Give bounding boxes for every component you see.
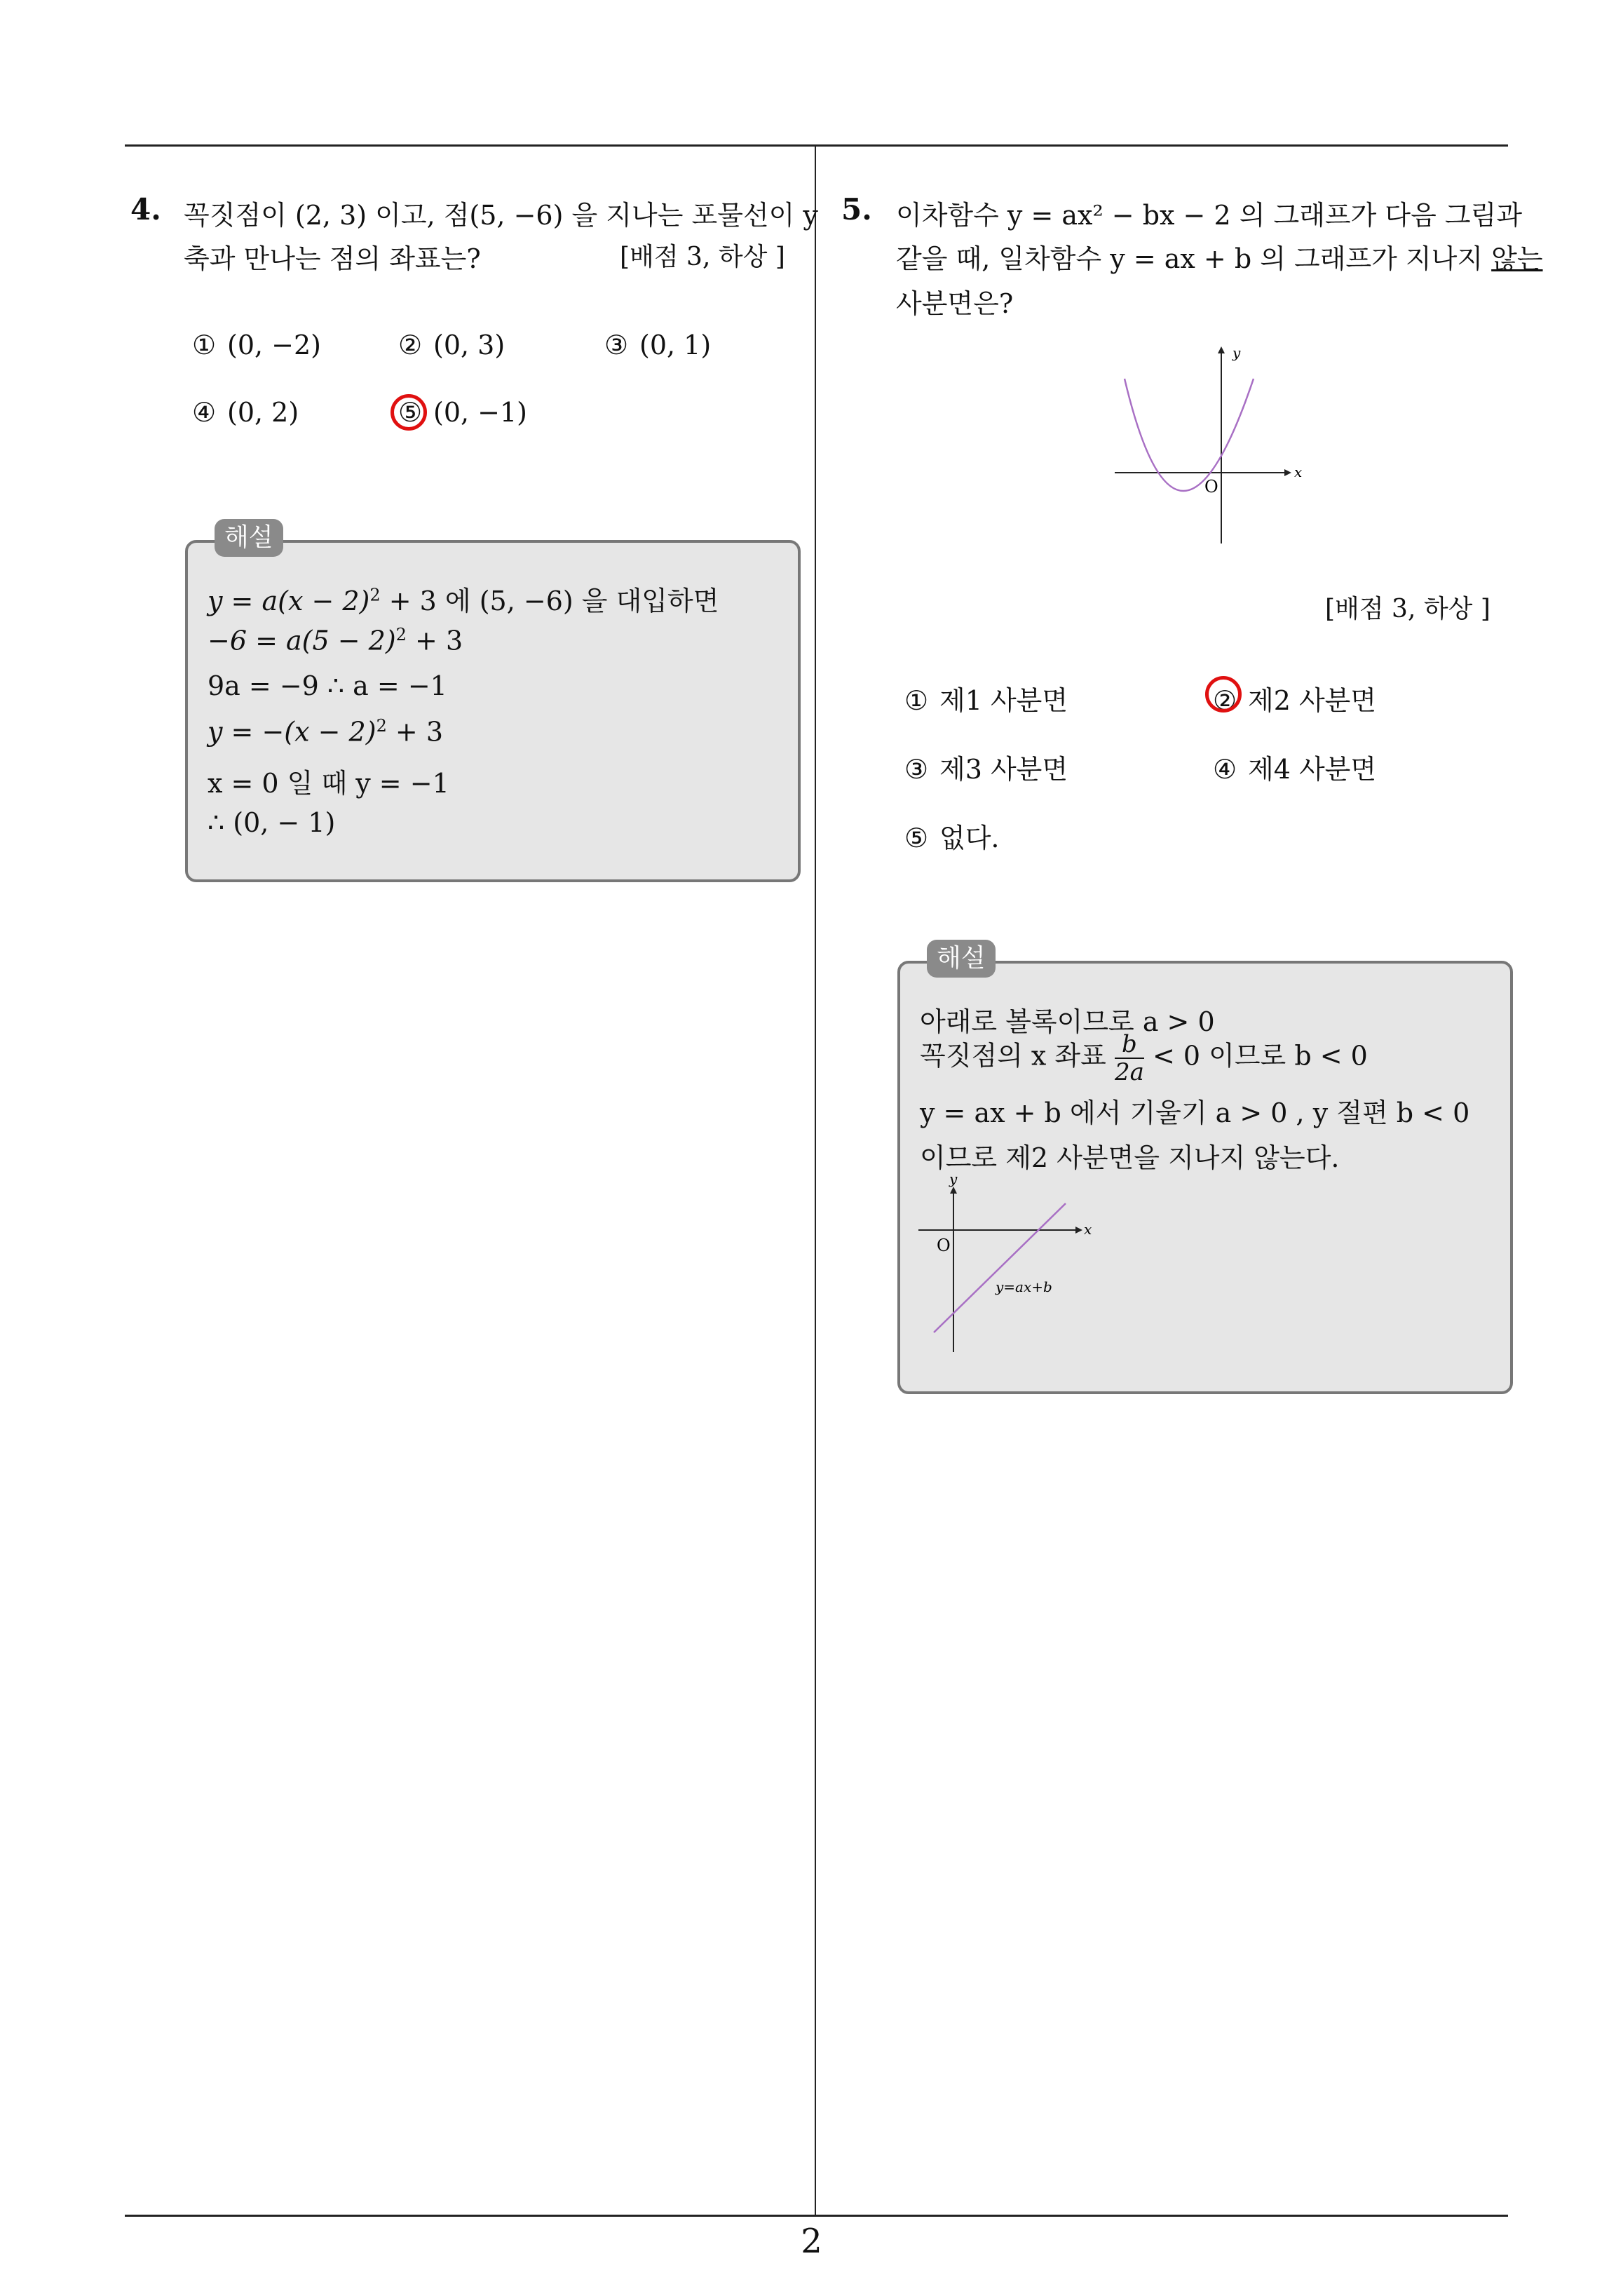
q5-choice-5[interactable]: [904, 816, 1000, 855]
q4-solution-line: $y = -(x - 2)^2 + 3$: [208, 716, 444, 748]
q5-choice-1[interactable]: [904, 679, 1068, 717]
choice-mark: ③: [604, 330, 629, 360]
choice-text: 제1 사분면: [939, 685, 1068, 716]
choice-mark: ④: [1213, 754, 1237, 785]
q5-solution-tab: 해설: [927, 940, 996, 978]
x-axis-label: x: [1294, 464, 1303, 480]
top-rule: [125, 144, 1508, 147]
origin-label: O: [1204, 477, 1218, 497]
x-axis-arrow: [1284, 469, 1291, 476]
q5-parabola-graph: [1108, 337, 1318, 547]
choice-mark: ①: [192, 330, 217, 360]
choice-mark: ④: [192, 397, 217, 428]
page-number: 2: [801, 2222, 822, 2261]
q4-solution-line: x = 0 일 때 y = −1: [208, 768, 449, 799]
x-axis-arrow: [1075, 1227, 1082, 1234]
column-divider: [815, 146, 816, 2215]
y-axis-label: y: [949, 1171, 958, 1187]
choice-text: 제2 사분면: [1248, 685, 1377, 716]
question-5-line3: 사분면은?: [896, 288, 1014, 319]
q4-choice-4[interactable]: [192, 397, 299, 428]
question-5-line1: 이차함수 y = ax² − bx − 2 의 그래프가 다음 그림과: [896, 200, 1523, 231]
y-axis-label: y: [1232, 344, 1241, 361]
choice-text: (0, 1): [639, 330, 712, 360]
line-label: y=ax+b: [996, 1278, 1052, 1295]
question-4-line1: 꼭짓점이 (2, 3) 이고, 점(5, −6) 을 지나는 포물선이 y: [184, 200, 818, 231]
q4-solution-line: ∴ (0, − 1): [208, 807, 336, 838]
choice-text: 제3 사분면: [939, 754, 1068, 785]
q4-answer-circle: [391, 394, 427, 431]
choice-mark: ①: [904, 685, 929, 716]
origin-label: O: [937, 1236, 951, 1255]
y-axis-arrow: [950, 1187, 957, 1194]
choice-mark: ⑤: [398, 397, 423, 428]
q4-choice-2[interactable]: [398, 330, 505, 360]
q5-choice-4[interactable]: [1213, 748, 1376, 786]
choice-text: 제4 사분면: [1248, 754, 1377, 785]
question-4-line2: 축과 만나는 점의 좌표는?: [184, 243, 481, 274]
choice-text: (0, 3): [433, 330, 505, 360]
choice-mark: ②: [1213, 685, 1237, 716]
x-axis-label: x: [1084, 1221, 1092, 1238]
choice-mark: ③: [904, 754, 929, 785]
q5-solution-line: 이므로 제2 사분면을 지나지 않는다.: [920, 1142, 1340, 1173]
question-4-score: [배점 3, 하상 ]: [620, 243, 785, 271]
q4-solution-line: 9a = −9 ∴ a = −1: [208, 670, 447, 701]
parabola-curve: [1125, 379, 1254, 491]
q4-solution-line: $-6 = a(5 - 2)^2 + 3$: [208, 625, 463, 656]
q5-choice-3[interactable]: [904, 748, 1068, 786]
choice-mark: ⑤: [904, 823, 929, 853]
q5-line-graph: [911, 1171, 1108, 1353]
fraction: $\frac{b}{2a}$: [1114, 1030, 1144, 1086]
q4-solution-tab: 해설: [215, 519, 283, 557]
q4-choice-1[interactable]: [192, 330, 321, 360]
bottom-rule: [125, 2215, 1508, 2217]
choice-text: (0, 2): [227, 397, 299, 428]
q4-solution-line: $y = a(x - 2)^2 + 3$ 에 (5, −6) 을 대입하면: [208, 585, 719, 616]
q4-choice-3[interactable]: [604, 330, 711, 360]
question-5-score: [배점 3, 하상 ]: [1325, 595, 1490, 623]
choice-text: (0, −1): [433, 397, 528, 428]
y-axis-arrow: [1218, 346, 1225, 353]
q5-solution-line: y = ax + b 에서 기울기 a > 0 , y 절편 b < 0: [920, 1098, 1470, 1128]
question-5-line2: 같을 때, 일차함수 y = ax + b 의 그래프가 지나지 않는: [896, 243, 1543, 274]
q5-solution-line: 꼭짓점의 x 좌표 $\frac{b}{2a}$ < 0 이므로 b < 0: [920, 1030, 1368, 1086]
q5-answer-circle: [1205, 676, 1242, 713]
choice-text: (0, −2): [227, 330, 322, 360]
choice-text: 없다.: [939, 823, 1000, 853]
q5-solution-line: 아래로 볼록이므로 a > 0: [920, 1006, 1215, 1037]
choice-mark: ②: [398, 330, 423, 360]
question-5-number: 5.: [841, 192, 872, 227]
question-4-number: 4.: [130, 192, 161, 227]
